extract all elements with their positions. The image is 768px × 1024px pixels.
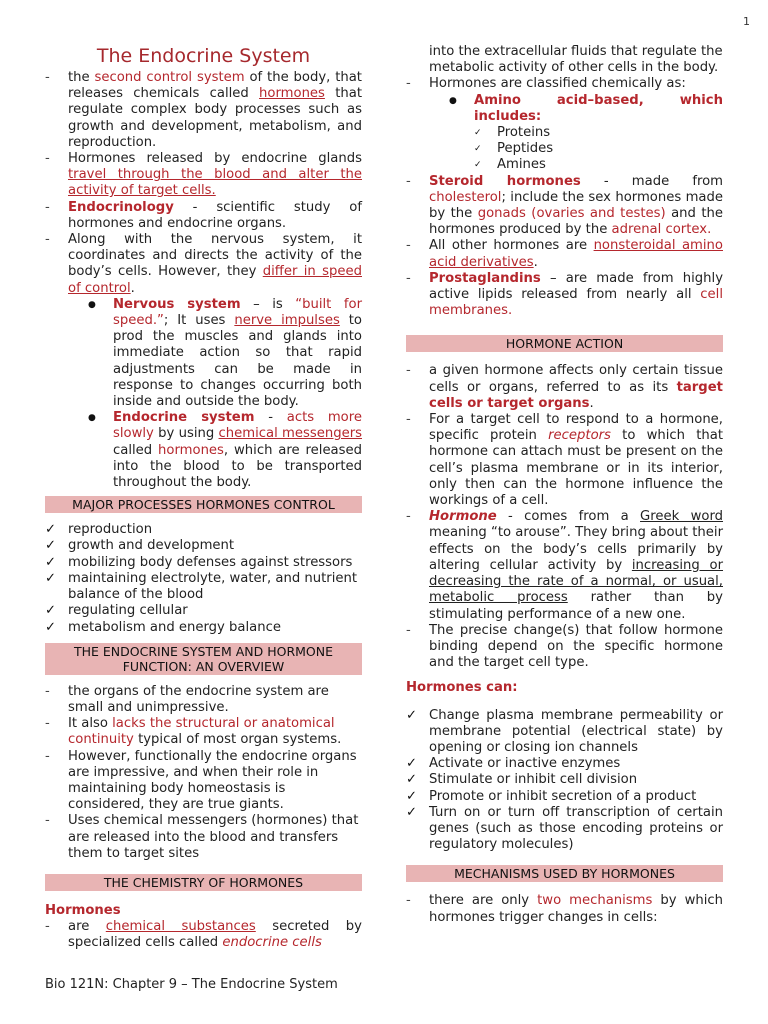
highlight-term: lacks the structural or anatomical continuity — [68, 716, 335, 748]
list-item — [45, 749, 362, 814]
section-header-major-processes: MAJOR PROCESSES HORMONES CONTROL — [45, 496, 362, 513]
list-item — [406, 893, 723, 925]
text: a given hormone affects only certain tissue cells or organs, referred to as its — [429, 363, 723, 395]
text: - made from — [580, 173, 724, 189]
list-item — [68, 410, 362, 491]
list-item — [45, 151, 362, 200]
hormones-definition-list — [45, 919, 362, 951]
linked-term: travel through the blood and alter the activity of target cells. — [68, 167, 362, 199]
hormones-can-subheading: Hormones can: — [406, 680, 518, 696]
checklist-item: ✓ growth and development — [45, 538, 362, 554]
highlight-term: adrenal cortex. — [611, 222, 712, 238]
underlined-term: increasing or decreasing the rate of a normal, or usual, metabolic process — [429, 557, 724, 606]
mechanisms-list — [406, 893, 723, 925]
control-types-list — [68, 297, 362, 491]
list-item — [406, 412, 723, 509]
amino-types-list — [474, 125, 723, 174]
major-processes-list — [45, 522, 362, 635]
list-item — [406, 363, 723, 412]
list-item — [45, 716, 362, 748]
checklist-item: ✓ reproduction — [45, 522, 362, 538]
text: by using — [153, 426, 219, 442]
list-item — [45, 200, 362, 232]
list-item — [45, 813, 362, 862]
checklist-item: ✓ Promote or inhibit secretion of a product — [406, 789, 723, 805]
bold-term: Steroid hormones — [429, 173, 581, 189]
hormones-can-list — [406, 708, 723, 854]
left-column — [45, 44, 362, 952]
continued-paragraph: into the extracellular fluids that regulate the metabolic activity of other cells in the body. — [429, 44, 723, 76]
highlight-term: cell membranes. — [429, 287, 723, 319]
checklist-item: ✓ metabolism and energy balance — [45, 620, 362, 636]
checklist-item: ✓ mobilizing body defenses against stressors — [45, 555, 362, 571]
text: Hormones released by endocrine glands — [68, 151, 362, 167]
text: meaning “to arouse”. They bring about their effects on the body’s cells primarily by altering cellular activity by — [429, 525, 723, 573]
section-header-hormone-action: HORMONE ACTION — [406, 335, 723, 352]
hormone-action-list — [406, 363, 723, 671]
text: to prod the muscles and glands into immediate action so that rapid adjustments can be made in response to changes occurring both inside and outside the body. — [113, 313, 362, 410]
overview-list — [45, 684, 362, 862]
text: Uses chemical messengers (hormones) that are released into the blood and transfers them to target sites — [68, 813, 359, 861]
text: – is — [240, 296, 296, 312]
underlined-term: Greek word — [640, 509, 724, 525]
text: typical of most organ systems. — [133, 732, 342, 748]
hormones-subheading: Hormones — [45, 902, 121, 918]
page-footer: Bio 121N: Chapter 9 – The Endocrine System — [45, 977, 338, 992]
highlight-term: acts more slowly — [113, 410, 362, 442]
bold-term: Prostaglandins — [429, 270, 541, 286]
list-item — [406, 509, 723, 622]
text: by which hormones trigger changes in cells: — [429, 893, 723, 925]
text: ; It uses — [163, 313, 235, 329]
text: there are only — [429, 893, 538, 909]
linked-term: chemical substances — [105, 919, 256, 935]
checklist-item: ✓ Stimulate or inhibit cell division — [406, 772, 723, 788]
text: are — [68, 919, 106, 935]
text: secreted by specialized cells called — [68, 919, 362, 951]
highlight-term: two mechanisms — [537, 893, 653, 909]
text: Hormones are classified chemically as: — [429, 76, 686, 92]
text: - — [254, 410, 287, 426]
linked-term: hormones — [259, 86, 325, 102]
text: The precise change(s) that follow hormone binding depend on the specific hormone and the target cell type. — [429, 622, 723, 671]
highlight-term: second control system — [94, 70, 245, 85]
text: - scientific study of hormones and endocrine organs. — [68, 199, 362, 231]
bold-term: Endocrinology — [68, 199, 174, 215]
list-item — [45, 232, 362, 491]
checklist-item: ✓ Turn on or turn off transcription of certain genes (such as those encoding proteins or regulatory molecules) — [406, 805, 723, 854]
text: . — [589, 395, 594, 411]
page-number: 1 — [743, 15, 750, 28]
list-item — [406, 76, 723, 173]
list-item — [429, 93, 723, 174]
highlight-term: hormones — [158, 442, 224, 458]
checklist-item: ✓ Change plasma membrane permeability or membrane potential (electrical state) by opening or closing ion channels — [406, 708, 723, 757]
list-item — [406, 238, 723, 270]
text: the organs of the endocrine system are small and unimpressive. — [68, 683, 329, 715]
section-header-overview: THE ENDOCRINE SYSTEM AND HORMONE FUNCTION: AN OVERVIEW — [45, 643, 362, 675]
text: – are made from highly active lipids released from nearly all — [429, 270, 723, 303]
list-item — [45, 684, 362, 716]
list-item — [406, 271, 723, 320]
text: to which that hormone can attach must be present on the cell’s plasma membrane or in its interior, only then can the hormone influence the workings of a cell. — [429, 428, 723, 509]
text: of the body, that releases chemicals called — [68, 70, 362, 102]
bold-term: Endocrine system — [113, 410, 255, 426]
list-item — [45, 70, 362, 151]
section-header-chemistry: THE CHEMISTRY OF HORMONES — [45, 874, 362, 891]
text: and the hormones produced by the — [429, 206, 723, 238]
linked-term: nerve impulses — [234, 313, 340, 329]
text: called — [113, 442, 159, 458]
classification-list — [406, 76, 723, 319]
bold-term: Amino acid–based, which includes: — [474, 92, 723, 124]
right-column — [406, 44, 723, 926]
highlight-term: endocrine cells — [222, 935, 322, 951]
text: For a target cell to respond to a hormone, specific protein — [429, 412, 723, 444]
checklist-item: ✓ Proteins — [474, 125, 723, 141]
section-header-mechanisms: MECHANISMS USED BY HORMONES — [406, 865, 723, 882]
linked-term: chemical messengers — [218, 426, 362, 442]
list-item — [45, 919, 362, 951]
checklist-item: ✓ maintaining electrolyte, water, and nutrient balance of the blood — [45, 571, 362, 603]
text: Along with the nervous system, it coordinates and directs the activity of the body’s cells. However, they — [68, 232, 362, 280]
highlight-term: “built for speed.” — [113, 296, 362, 329]
text: that regulate complex body processes such as growth and development, metabolism, and reproduction. — [68, 86, 362, 150]
checklist-item: ✓ Activate or inactive enzymes — [406, 756, 723, 772]
checklist-item: ✓ Amines — [474, 157, 723, 173]
document-title: The Endocrine System — [96, 45, 311, 67]
amino-bullet-list — [429, 93, 723, 174]
text: It also — [68, 716, 113, 732]
list-item — [68, 297, 362, 410]
text: ; include the sex hormones made by the — [429, 189, 723, 222]
highlight-term: cholesterol — [429, 189, 502, 205]
text: . — [130, 280, 135, 296]
list-item — [406, 623, 723, 672]
text: However, functionally the endocrine organs are impressive, and when their role in maintaining body homeostasis is considered, they are true giants. — [68, 748, 357, 813]
bold-term: Hormone — [429, 509, 497, 525]
text: All other hormones are — [429, 238, 594, 254]
text: - comes from a — [496, 509, 641, 525]
highlight-term: gonads (ovaries and testes) — [477, 206, 666, 222]
checklist-item: ✓ Peptides — [474, 141, 723, 157]
linked-term: differ in speed of control — [68, 264, 362, 296]
highlight-term: receptors — [548, 428, 611, 444]
bold-term: Nervous system — [113, 296, 241, 312]
intro-list — [45, 70, 362, 491]
linked-term: nonsteroidal amino acid derivatives — [429, 238, 723, 270]
list-item — [406, 174, 723, 239]
bold-term: target cells or target organs — [429, 379, 723, 411]
checklist-item: ✓ regulating cellular — [45, 603, 362, 619]
text: rather than by stimulating performance of a new one. — [429, 590, 723, 622]
text: . — [533, 254, 538, 270]
text: , which are released into the blood to be transported throughout the body. — [113, 442, 362, 491]
text: the — [68, 70, 95, 85]
